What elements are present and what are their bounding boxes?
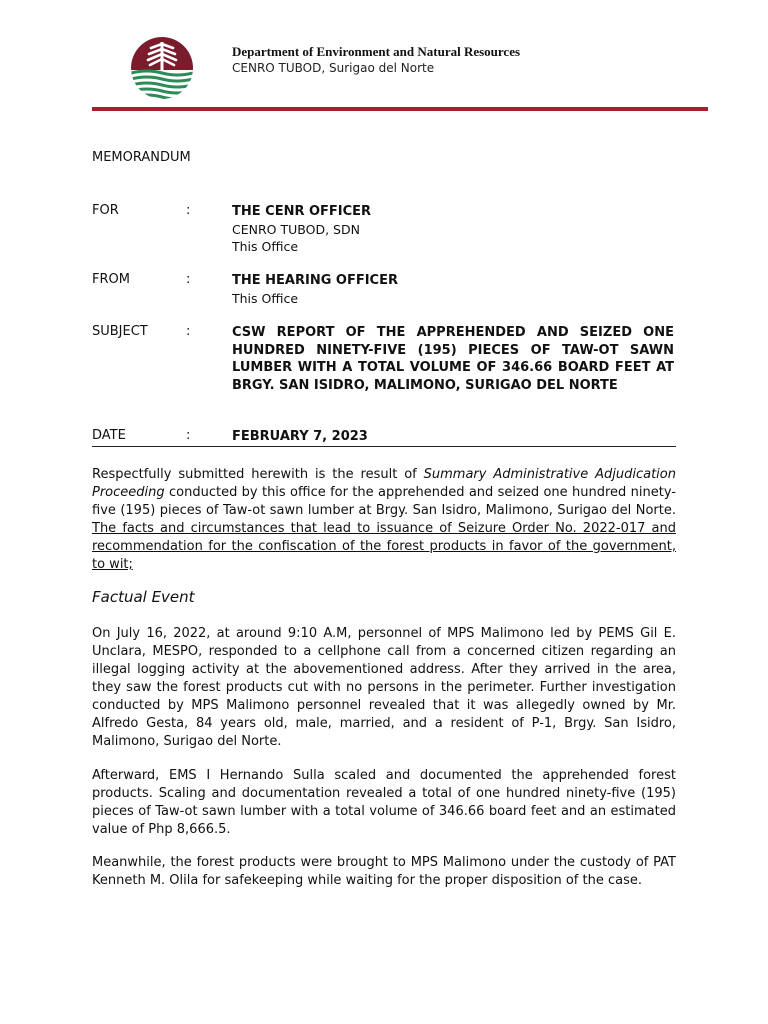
for-office: CENRO TUBOD, SDN — [232, 221, 360, 237]
from-colon: : — [186, 272, 191, 287]
date-label: DATE — [92, 428, 126, 443]
intro-text-2: conducted by this office for the apprehended and seized one hundred ninety-five (195) pieces of Taw-ot sawn lumber at Brgy. San Isidro, Malimono, Surigao del Norte. — [92, 485, 676, 518]
for-recipient — [232, 203, 371, 256]
paragraph-1: On July 16, 2022, at around 9:10 A.M, personnel of MPS Malimono led by PEMS Gil E. Unclara, MESPO, responded to a cellphone call from a concerned citizen regarding an illegal logging activity at the abovementioned address. After they arrived in the area, they saw the forest products cut with no persons in the perimeter. Further investigation conducted by MPS Malimono personnel revealed that it was allegedly owned by Mr. Alfredo Gesta, 84 years old, male, married, and a resident of P-1, Brgy. San Isidro, Malimono, Surigao del Norte. — [92, 626, 676, 749]
paragraph-2: Afterward, EMS I Hernando Sulla scaled and documented the apprehended forest products. Scaling and documentation revealed a total of one hundred ninety-five (195) pieces of Taw-ot sawn lumber with a total volume of 346.66 board feet and an estimated value of Php 8,666.5. — [92, 768, 676, 837]
intro-text-1: Respectfully submitted herewith is the result of — [92, 467, 424, 482]
subject-colon: : — [186, 324, 191, 339]
for-label: FOR — [92, 203, 119, 218]
from-location: This Office — [232, 290, 299, 306]
section-title: Factual Event — [92, 588, 195, 606]
paragraph-3: Meanwhile, the forest products were brought to MPS Malimono under the custody of PAT Kenneth M. Olila for safekeeping while waiting for the proper disposition of the case. — [92, 855, 676, 888]
for-name: THE CENR OFFICER — [232, 204, 372, 219]
subject-label: SUBJECT — [92, 324, 148, 339]
intro-italic: Summary Administrative Adjudication Proceeding — [92, 467, 676, 500]
from-name: THE HEARING OFFICER — [232, 273, 398, 288]
intro-underlined: The facts and circumstances that lead to issuance of Seizure Order No. 2022-017 and recommendation for the confiscation of the forest products in favor of the government, to wit; — [92, 521, 676, 572]
from-sender — [232, 272, 398, 307]
date-colon: : — [186, 428, 191, 443]
agency-name: Department of Environment and Natural Resources — [232, 44, 521, 59]
intro-paragraph — [92, 466, 676, 574]
subject-text: CSW REPORT OF THE APPREHENDED AND SEIZED ONE HUNDRED NINETY-FIVE (195) PIECES OF TAW-OT SAWN LUMBER WITH A TOTAL VOLUME OF 346.66 BOARD FEET AT BRGY. SAN ISIDRO, MALIMONO, SURIGAO DEL NORTE — [232, 325, 674, 393]
date-divider — [92, 446, 676, 447]
header-divider — [92, 107, 708, 111]
for-colon: : — [186, 203, 191, 218]
for-location: This Office — [232, 239, 299, 254]
from-label: FROM — [92, 272, 130, 287]
memo-title: MEMORANDUM — [92, 150, 191, 165]
date-value: FEBRUARY 7, 2023 — [232, 429, 368, 444]
denr-logo-icon — [131, 34, 193, 102]
office-name: CENRO TUBOD, Surigao del Norte — [232, 61, 435, 75]
